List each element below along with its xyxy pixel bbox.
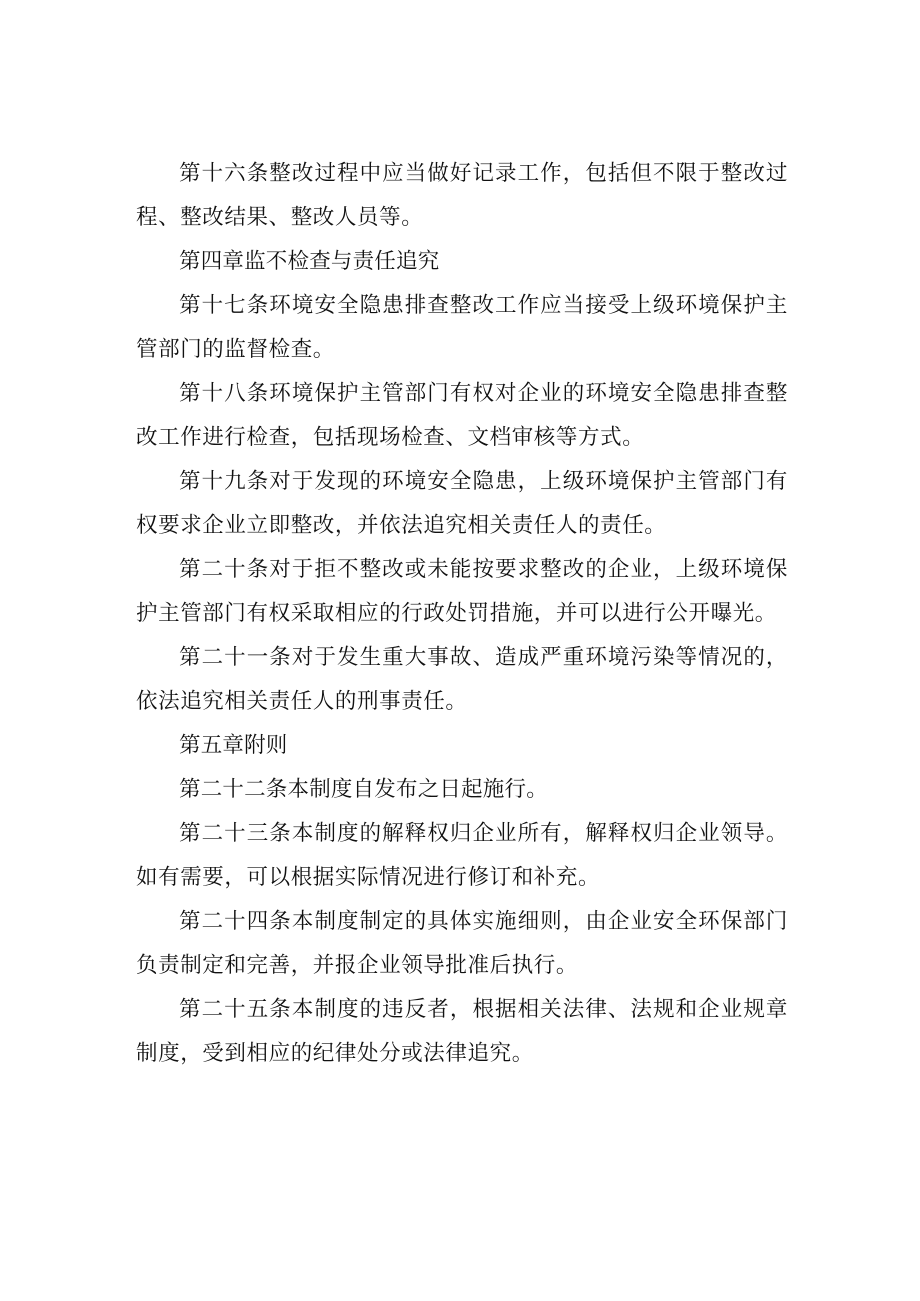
chapter-5-heading: 第五章附则 [179, 733, 288, 758]
article-24: 第二十四条本制度制定的具体实施细则，由企业安全环保部门负责制定和完善，并报企业领导批准后执行。 [136, 909, 788, 978]
article-16: 第十六条整改过程中应当做好记录工作，包括但不限于整改过程、整改结果、整改人员等。 [136, 161, 788, 230]
article-18: 第十八条环境保护主管部门有权对企业的环境安全隐患排查整改工作进行检查，包括现场检查、文档审核等方式。 [136, 381, 788, 450]
article-23: 第二十三条本制度的解释权归企业所有，解释权归企业领导。如有需要，可以根据实际情况进行修订和补充。 [136, 821, 788, 890]
article-22: 第二十二条本制度自发布之日起施行。 [179, 777, 548, 802]
article-19: 第十九条对于发现的环境安全隐患，上级环境保护主管部门有权要求企业立即整改，并依法追究相关责任人的责任。 [136, 469, 788, 538]
chapter-4-heading: 第四章监不检查与责任追究 [179, 249, 440, 274]
article-17: 第十七条环境安全隐患排查整改工作应当接受上级环境保护主管部门的监督检查。 [136, 293, 788, 362]
article-21: 第二十一条对于发生重大事故、造成严重环境污染等情况的，依法追究相关责任人的刑事责任。 [136, 645, 788, 714]
document-body [136, 152, 788, 1076]
article-20: 第二十条对于拒不整改或未能按要求整改的企业，上级环境保护主管部门有权采取相应的行政处罚措施，并可以进行公开曝光。 [136, 557, 788, 626]
article-25: 第二十五条本制度的违反者，根据相关法律、法规和企业规章制度，受到相应的纪律处分或法律追究。 [136, 997, 788, 1066]
